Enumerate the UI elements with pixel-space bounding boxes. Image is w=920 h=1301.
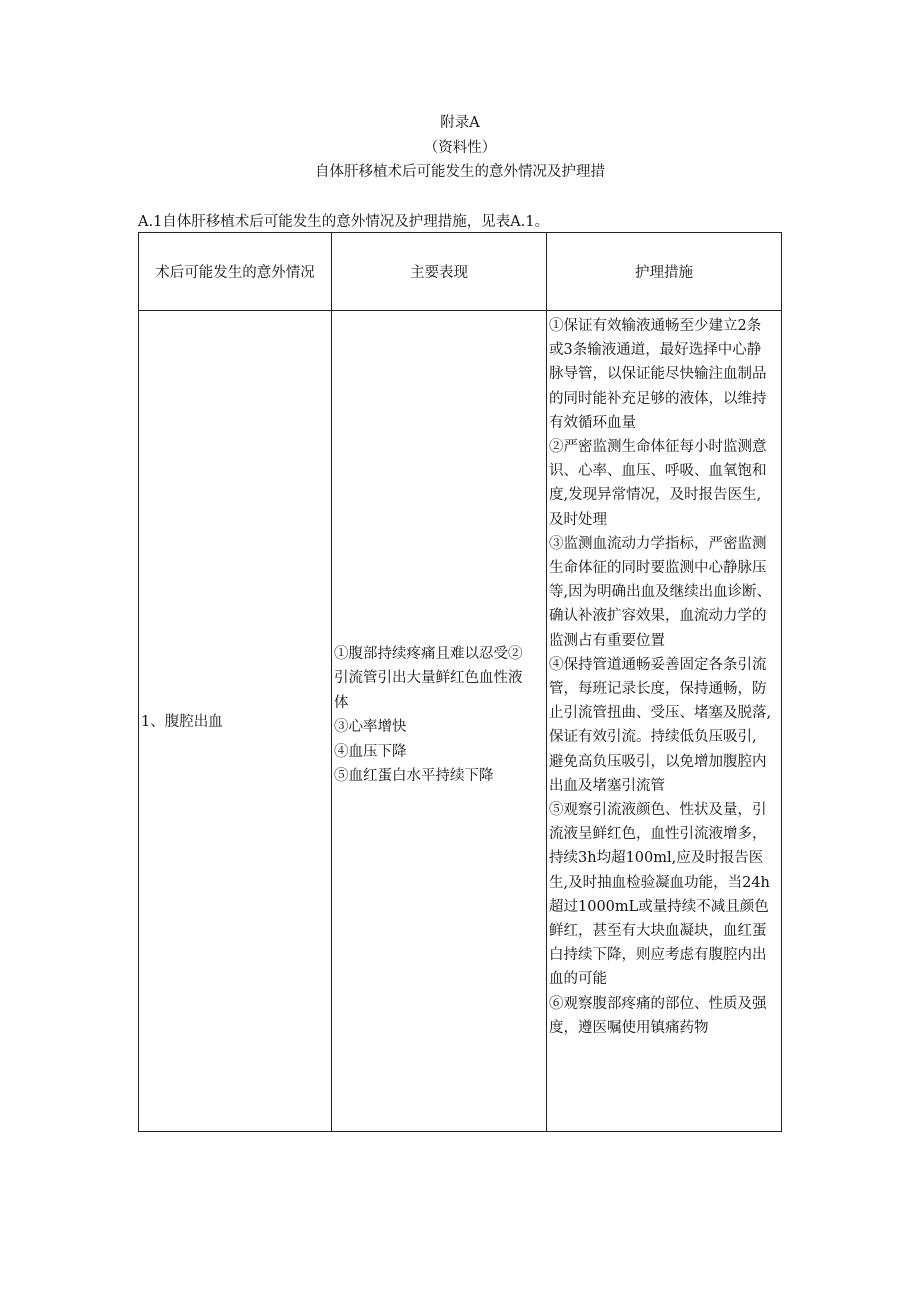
measure-line: ③监测血流动力学指标，严密监测 — [549, 535, 767, 552]
measure-line: 的同时能补充足够的液体，以维持 — [549, 390, 767, 407]
header-condition: 术后可能发生的意外情况 — [139, 233, 332, 311]
measure-line: 监测占有重要位置 — [549, 632, 665, 649]
measure-line: 度，遵医嘱使用镇痛药物 — [549, 1019, 709, 1036]
table-row — [139, 311, 782, 1132]
measure-line: 白持续下降，则应考虑有腹腔内出 — [549, 947, 767, 964]
header-symptoms: 主要表现 — [332, 233, 547, 311]
table-header-row — [139, 233, 782, 311]
measure-line: 保证有效引流。持续低负压吸引, — [549, 729, 757, 746]
measure-line: 出血及堵塞引流管 — [549, 777, 665, 794]
measure-line: 脉导管，以保证能尽快输注血制品 — [549, 366, 767, 383]
measure-line: 度,发现异常情况，及时报告医生, — [549, 487, 762, 504]
condition-text: 1、腹腔出血 — [141, 713, 223, 730]
symptom-line: ⑤血红蛋白水平持续下降 — [334, 768, 494, 784]
appendix-title: 自体肝移植术后可能发生的意外情况及护理措 — [315, 164, 605, 180]
measure-line: 鲜红，甚至有大块血凝块，血红蛋 — [549, 923, 767, 940]
header-measures: 护理措施 — [547, 233, 782, 311]
measure-line: 及时处理 — [549, 511, 607, 528]
measure-line: 有效循环血量 — [549, 414, 636, 431]
measure-line: ⑥观察腹部疼痛的部位、性质及强 — [549, 995, 767, 1012]
measure-line: 流液呈鲜红色，血性引流液增多， — [549, 826, 767, 843]
condition-cell — [139, 311, 332, 1132]
measure-line: 避免高负压吸引，以免增加腹腔内 — [549, 753, 767, 770]
symptom-line: ④血压下降 — [334, 743, 407, 760]
measure-line: 确认补液扩容效果，血流动力学的 — [549, 608, 767, 625]
measure-line: 超过1000mL或量持续不减且颜色 — [549, 898, 769, 915]
appendix-label: 附录A — [440, 115, 480, 131]
measure-line: 管，每班记录长度，保持通畅，防 — [549, 681, 767, 698]
care-measures-table — [138, 232, 782, 1132]
measures-cell — [547, 311, 782, 1132]
measure-line: 或3条输液通道，最好选择中心静 — [549, 342, 762, 359]
measures-list — [547, 311, 781, 1040]
measure-line: 识、心率、血压、呼吸、血氧饱和 — [549, 463, 767, 480]
measure-line: 血的可能 — [549, 971, 607, 988]
measure-line: ①保证有效输液通畅至少建立2条 — [549, 318, 762, 334]
symptoms-list — [332, 642, 546, 789]
symptom-line: ③心率增快 — [334, 719, 407, 735]
measure-line: ⑤观察引流液颜色、性状及量，引 — [549, 802, 767, 819]
measure-line: 生,及时抽血检验凝血功能，当24h — [549, 874, 770, 891]
symptom-line: 引流管引出大量鲜红色血性液 — [334, 670, 523, 686]
appendix-nature: （资料性） — [423, 140, 497, 156]
measure-line: 生命体征的同时要监测中心静脉压 — [549, 560, 767, 577]
symptom-line: ①腹部持续疼痛且难以忍受② — [334, 645, 523, 662]
measure-line: ④保持管道通畅妥善固定各条引流 — [549, 656, 767, 673]
measure-line: 等,因为明确出血及继续出血诊断、 — [549, 584, 772, 601]
measure-line: ②严密监测生命体征每小时监测意 — [549, 439, 767, 456]
measure-line: 持续3h均超100ml,应及时报告医 — [549, 850, 764, 867]
symptom-line: 体 — [334, 694, 349, 711]
intro-paragraph: A.1自体肝移植术后可能发生的意外情况及护理措施，见表A.1。 — [138, 214, 550, 230]
symptoms-cell — [332, 311, 547, 1132]
measure-line: 止引流管扭曲、受压、堵塞及脱落, — [549, 705, 772, 722]
